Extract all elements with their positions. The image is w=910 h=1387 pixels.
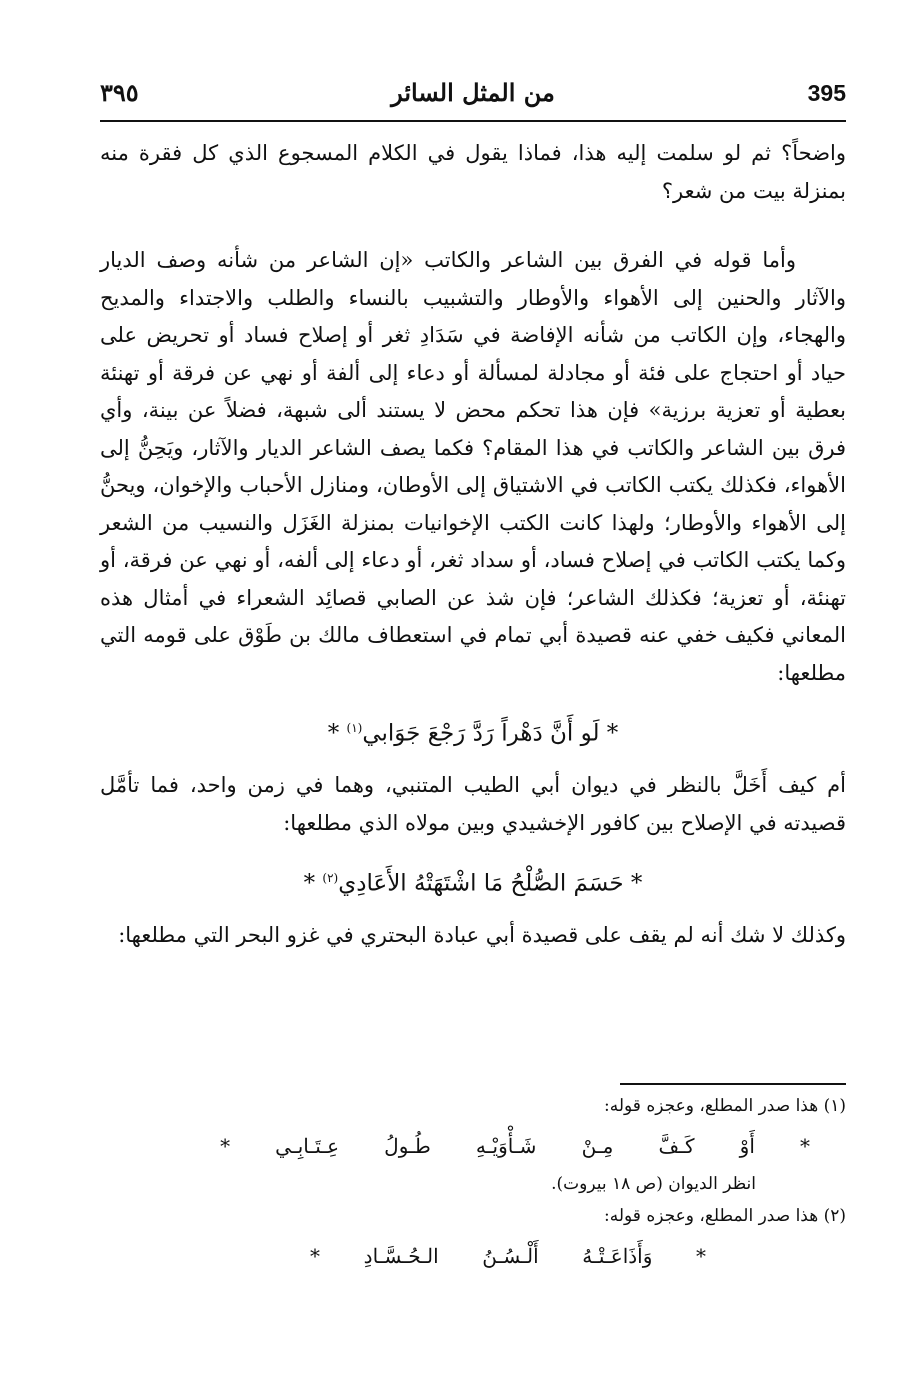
verse-2-text: * حَسَمَ الصُّلْحُ مَا اشْتَهَتْهُ الأَعَادِي [338,870,643,897]
footnote-1-reference: انظر الديوان (ص ١٨ بيروت). [551,1174,756,1194]
footnotes [190,1090,846,1278]
footnote-2: (٢) هذا صدر المطلع، وعجزه قوله: [604,1206,846,1226]
verse-word: شَـأْوَيْـهِ [475,1134,537,1158]
footnote-ref-1: (١) [346,721,363,735]
main-text [100,135,846,955]
verse-word: عِـتَـابِـي [275,1134,340,1158]
verse-word: أَلْـسُـنُ [482,1244,539,1268]
verse-word: أَوْ [739,1134,755,1158]
verse-word: * [310,1244,321,1268]
page-header [100,76,846,122]
paragraph-1: واضحاً؟ ثم لو سلمت إليه هذا، فماذا يقول في الكلام المسجوع الذي كل فقرة منه بمنزلة بيت من شعر؟ [100,141,846,203]
verse-1 [100,710,846,753]
footnote-1: (١) هذا صدر المطلع، وعجزه قوله: [604,1096,846,1116]
verse-2 [100,860,846,903]
footnote-separator [620,1083,846,1085]
verse-word: طُـولُ [384,1134,431,1158]
footnote-2-verse [190,1232,846,1278]
running-title: من المثل السائر [391,78,555,107]
footnote-ref-2: (٢) [322,871,339,886]
verse-word: الـحُـسَّـادِ [363,1244,439,1268]
verse-word: * [800,1134,810,1158]
verse-word: * [696,1244,706,1268]
paragraph-3: أم كيف أَخَلَّ بالنظر في ديوان أبي الطيب المتنبي، وهما في زمن واحد، فما تأمَّل قصيدته في الإصلاح بين كافور الإخشيدي وبين مولاه الذي مطلعها: [100,773,846,835]
verse-2-end: * [303,870,323,897]
paragraph-gap [100,210,846,242]
verse-word: * [220,1134,231,1158]
verse-1-end: * [327,720,347,747]
verse-word: مِـنْ [581,1134,614,1158]
paragraph-2: وأما قوله في الفرق بين الشاعر والكاتب «إن الشاعر من شأنه وصف الديار والآثار والحنين إلى الأهواء والأوطار والتشبيب بالنساء والطلب والاجتداء والمديح والهجاء، وإن الكاتب من شأنه الإفاضة في سَدَادِ ثغر أو إصلاح فساد أو تحريض على حياد أو احتجاج على فئة أو مجادلة لمسألة أو دعاء إلى ألفة أو نهي عن فرقة أو تهنئة بعطية أو تعزية برزية» فإن هذا تحكم محض لا يستند ألى شبهة، فضلاً عن بينة، وأي فرق بين الشاعر والكاتب في هذا المقام؟ فكما يصف الشاعر الديار والآثار، ويَحِنُّ إلى الأهواء، فكذلك يكتب الكاتب في الاشتياق إلى الأوطان، ومنازل الأحباب والإخوان، ويحنُّ إلى الأهواء والأوطار؛ ولهذا كانت الكتب الإخوانيات بمنزلة الغَزَل والنسيب من الشعر وكما يكتب الكاتب في إصلاح فساد، أو سداد ثغر، أو دعاء إلى ألفه، أو نهي عن فرقة، أو تهنئة، أو تعزية؛ فكذلك الشاعر؛ فإن شذ عن الصابي قصائِد الشعراء في أمثال هذه المعاني فكيف خفي عنه قصيدة أبي تمام في استعطاف مالك بن طَوْق على قومه التي مطلعها: [100,248,846,685]
paragraph-4: وكذلك لا شك أنه لم يقف على قصيدة أبي عبادة البحتري في غزو البحر التي مطلعها: [118,923,846,948]
page-number-latin: 395 [807,80,846,106]
page-number-arabic: ٣٩٥ [100,78,139,107]
footnote-1-verse [190,1122,846,1168]
verse-word: وَأَذَاعَـتْـهُ [582,1244,653,1268]
verse-1-text: * لَو أَنَّ دَهْراً رَدَّ رَجْعَ جَوَابي [362,720,619,747]
verse-word: كَـفَّ [658,1134,695,1158]
